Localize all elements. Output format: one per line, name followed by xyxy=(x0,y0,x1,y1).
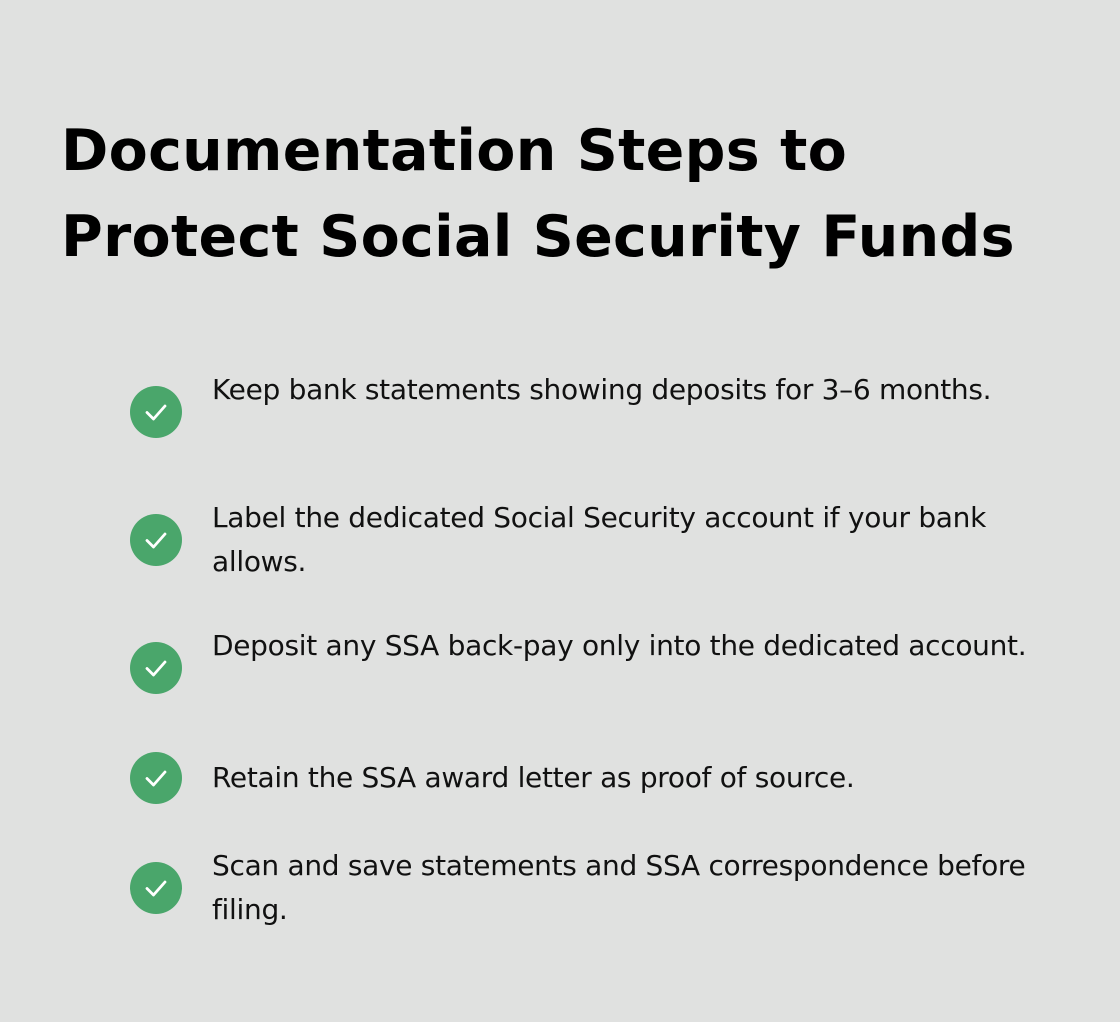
step-item-4 xyxy=(130,756,1080,800)
checkmark-icon xyxy=(130,862,182,914)
page-title xyxy=(61,108,1061,280)
checkmark-icon xyxy=(130,386,182,438)
step-item-5 xyxy=(130,844,1080,932)
page-title-line-1: Documentation Steps to xyxy=(61,118,848,184)
checkmark-icon xyxy=(130,752,182,804)
step-text-4: Retain the SSA award letter as proof of source. xyxy=(212,761,855,794)
step-text-2: Label the dedicated Social Security account if your bank allows. xyxy=(212,501,987,578)
step-item-2 xyxy=(130,496,1080,584)
step-item-1 xyxy=(130,368,1080,456)
step-item-3 xyxy=(130,624,1080,712)
step-text-1: Keep bank statements showing deposits for 3–6 months. xyxy=(212,373,992,406)
step-text-3: Deposit any SSA back-pay only into the dedicated account. xyxy=(212,629,1027,662)
checkmark-icon xyxy=(130,514,182,566)
checkmark-icon xyxy=(130,642,182,694)
step-text-5: Scan and save statements and SSA correspondence before filing. xyxy=(212,849,1026,926)
page-title-line-2: Protect Social Security Funds xyxy=(61,204,1015,270)
